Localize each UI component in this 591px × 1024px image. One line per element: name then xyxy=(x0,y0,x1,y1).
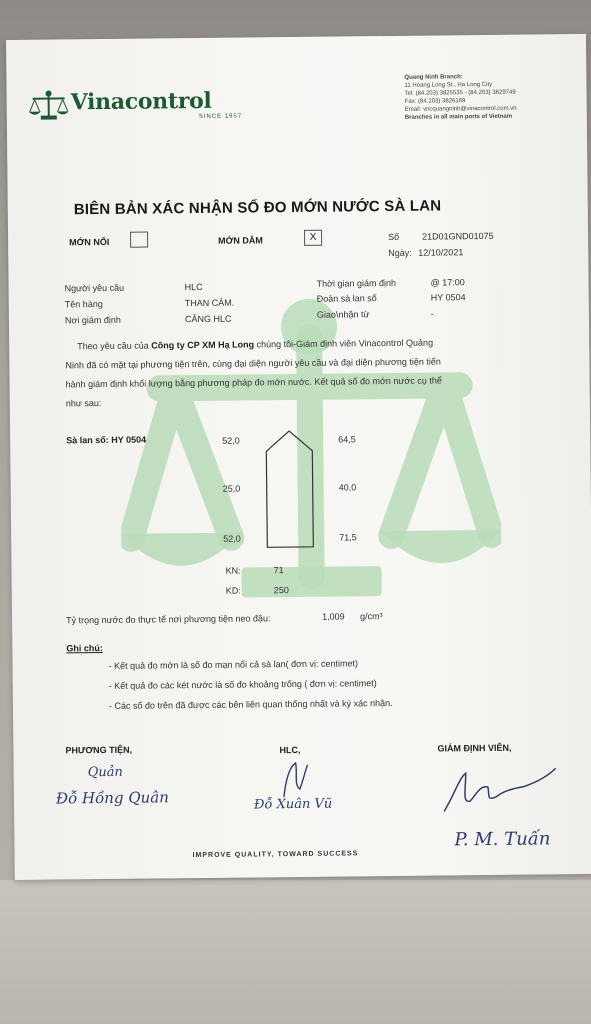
document-title: BIÊN BẢN XÁC NHẬN SỐ ĐO MỚN NƯỚC SÀ LAN xyxy=(73,197,442,219)
branch-tel: Tel: (84.203) 3825535 - (84.203) 3629749 xyxy=(404,89,516,97)
notes-title: Ghi chú: xyxy=(66,643,103,654)
vinacontrol-logo xyxy=(28,83,248,125)
info-right-value-3: - xyxy=(430,308,434,319)
draft-right-aft: 71,5 xyxy=(339,532,357,543)
draft-left-aft: 52,0 xyxy=(223,533,241,544)
info-right-value-2: HY 0504 xyxy=(430,292,466,303)
paragraph-line-3: hành giám định khối lượng bằng phương pháp đo mớn nước. Kết quả số đo mớn nước cụ thể xyxy=(65,375,442,390)
paragraph-line-2: Ninh đã có mặt tại phương tiện trên, cùng đại diện người yêu cầu và đại diện phương tiện tiến xyxy=(65,356,441,371)
sign-phuong-tien: PHƯƠNG TIỆN, xyxy=(65,744,133,756)
branch-email: Email: vncquangninh@vinacontrol.com.vn xyxy=(404,105,517,113)
info-right-label-3: Giao\nhận từ xyxy=(316,309,370,320)
note-item-1: - Kết quả đo mớn là số đo mạn nổi cả sà lan( đơn vị: centimet) xyxy=(108,658,359,671)
branch-title: Quang Ninh Branch: xyxy=(404,74,463,81)
info-left-label-2: Tên hàng xyxy=(64,299,103,310)
density-text: Tỷ trọng nước đo thực tế nơi phương tiện neo đậu: xyxy=(66,613,271,626)
background-surface xyxy=(0,880,591,1024)
logo-since: SINCE 1957 xyxy=(198,113,243,120)
draft-right-mid: 40,0 xyxy=(338,482,357,493)
sign-hlc: HLC, xyxy=(279,744,301,756)
paragraph-intro: Theo yêu cầu của xyxy=(77,340,152,352)
density-value: 1,009 xyxy=(322,611,345,622)
signature-gdv-scribble xyxy=(440,764,561,815)
note-item-2: - Kết quả đo các két nước là số đo khoảng trống ( đơn vị: centimet) xyxy=(108,678,377,691)
mon-dam-checkbox[interactable]: X xyxy=(304,230,322,246)
paragraph-intro-end: chúng tôi-Giám định viên Vinacontrol Quảng xyxy=(254,337,434,350)
scales-icon xyxy=(29,89,69,123)
info-right-label-2: Đoàn sà lan số xyxy=(316,293,377,304)
kn-value: 71 xyxy=(273,565,284,576)
info-left-label-1: Người yêu cầu xyxy=(64,282,125,294)
branch-info xyxy=(404,72,579,122)
draft-left-fore: 52,0 xyxy=(222,435,240,446)
branch-note: Branches in all main ports of Vietnam xyxy=(404,113,513,121)
info-right-label-1: Thời gian giám định xyxy=(316,277,397,289)
intro-paragraph xyxy=(65,333,526,414)
ngay-value: 12/10/2021 xyxy=(418,247,464,258)
paragraph-line-4: như sau: xyxy=(65,398,102,409)
sign-giam-dinh-vien: GIÁM ĐỊNH VIÊN, xyxy=(437,742,512,754)
draft-left-mid: 25,0 xyxy=(222,483,241,494)
info-right-value-1: @ 17:00 xyxy=(430,277,465,288)
signature-hlc-scribble xyxy=(276,759,316,799)
info-left-label-3: Nơi giám định xyxy=(64,314,121,326)
company-name: Công ty CP XM Hạ Long xyxy=(151,339,255,351)
note-item-3: - Các số đo trên đã được các bên liên quan thống nhất và ký xác nhận. xyxy=(108,697,393,711)
ngay-label: Ngày: xyxy=(388,247,412,259)
branch-address: 11 Hoang Long St., Ha Long City xyxy=(404,81,493,89)
mon-dam-label: MỚN DẰM xyxy=(218,235,263,246)
mon-noi-label: MỚN NỔI xyxy=(69,236,110,248)
logo-wordmark: Vinacontrol xyxy=(70,87,212,116)
draft-right-fore: 64,5 xyxy=(338,434,356,445)
info-left-value-3: CẢNG HLC xyxy=(184,313,232,325)
branch-fax: Fax: (84.203) 3826169 xyxy=(404,98,466,105)
barge-outline xyxy=(258,429,321,550)
signature-gdv-name: P. M. Tuấn xyxy=(454,828,551,851)
info-left-value-1: HLC xyxy=(184,281,203,293)
info-left-value-2: THAN CÁM. xyxy=(184,297,235,309)
so-value: 21D01GND01075 xyxy=(422,230,494,242)
mon-noi-checkbox[interactable] xyxy=(130,232,148,248)
so-label: Số xyxy=(388,231,400,243)
document-page xyxy=(6,34,591,880)
signature-phuong-tien-short: Quản xyxy=(87,764,123,781)
barge-label: Sà lan số: HY 0504 xyxy=(66,434,147,446)
footer-slogan: IMPROVE QUALITY, TOWARD SUCCESS xyxy=(192,850,359,860)
signature-hlc-name: Đỗ Xuân Vũ xyxy=(253,796,333,813)
kd-value: 250 xyxy=(273,585,289,596)
kn-label: KN: xyxy=(225,565,241,576)
kd-label: KD: xyxy=(225,585,241,596)
density-unit: g/cm³ xyxy=(360,611,383,622)
signature-phuong-tien-name: Đỗ Hồng Quân xyxy=(55,788,169,808)
